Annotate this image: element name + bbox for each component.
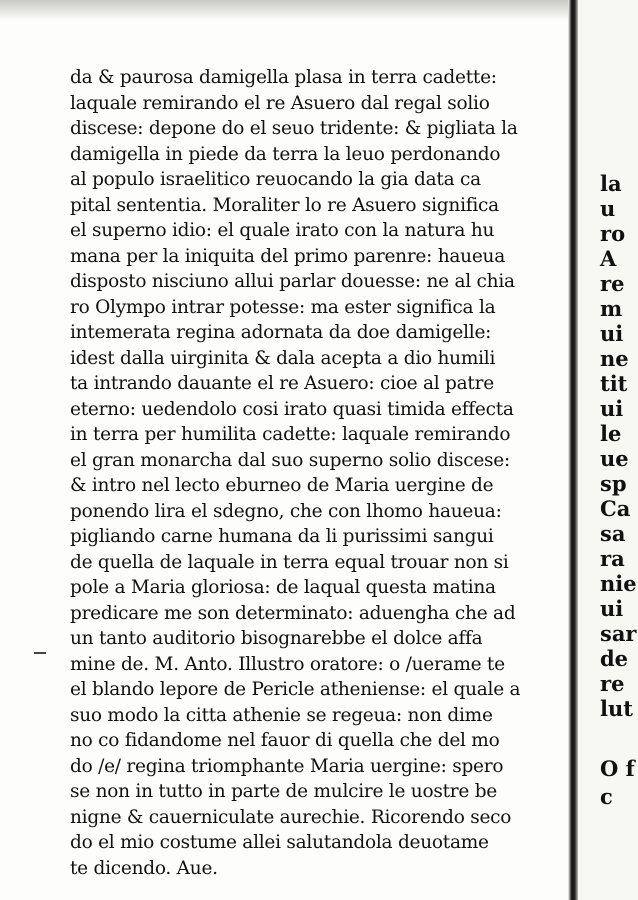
facing-text-line: m	[600, 296, 623, 321]
facing-page-fragment	[578, 0, 638, 900]
facing-text-line: u	[600, 196, 616, 221]
text-line: predicare me son determinato: aduengha che ad	[70, 602, 516, 624]
facing-text-line: nie	[600, 571, 637, 596]
text-line: no co fidandome nel fauor di quella che del mo	[70, 730, 500, 751]
text-line: ponendo lira el sdegno, che con lhomo haueua:	[70, 500, 502, 522]
text-line: suo modo la citta athenie se regeua: non dime	[70, 704, 493, 726]
facing-text-line: ra	[600, 546, 625, 571]
facing-text-line: re	[600, 271, 625, 296]
facing-text-line: ui	[600, 396, 624, 421]
text-line: se non in tutto in parte de mulcire le uostre be	[70, 781, 497, 802]
facing-text-line: ui	[600, 596, 624, 621]
text-line: & intro nel lecto eburneo de Maria uergine de	[70, 475, 494, 496]
facing-text-line: le	[600, 421, 622, 446]
text-line: disposto nisciuno allui parlar douesse: ne al chia	[70, 271, 515, 292]
text-line: do el mio costume allei salutandola deuotame	[70, 832, 489, 853]
text-line: intemerata regina adornata da doe damigelle:	[70, 322, 492, 343]
page-top-shadow	[0, 0, 638, 20]
facing-text-line: sar	[600, 621, 637, 646]
facing-text-line: tit	[600, 371, 628, 396]
text-line: eterno: uedendolo cosi irato quasi timida effecta	[70, 398, 514, 420]
facing-text-line: ne	[600, 346, 629, 371]
facing-text-line: lut	[600, 696, 633, 721]
text-line: el superno idio: el quale irato con la natura hu	[70, 220, 495, 241]
facing-text-line: ue	[600, 446, 629, 471]
text-line: pole a Maria gloriosa: de laqual questa matina	[70, 577, 496, 598]
facing-text-line: Ca	[600, 496, 631, 521]
text-line: laquale remirando el re Asuero dal regal solio	[70, 92, 490, 114]
text-line: te dicendo. Aue.	[70, 857, 218, 879]
text-line: un tanto auditorio bisognarebbe el dolce affa	[70, 628, 483, 649]
text-line: do /e/ regina triomphante Maria uergine: spero	[70, 755, 504, 777]
text-line: pigliando carne humana da li purissimi sangui	[70, 526, 494, 547]
text-line: al populo israelitico reuocando la gia data ca	[70, 169, 481, 190]
text-line: idest dalla uirginita & dala acepta a dio humili	[70, 347, 496, 369]
text-line: nigne & cauerniculate aurechie. Ricorendo seco	[70, 806, 512, 828]
text-line: mana per la iniquita del primo parenre: haueua	[70, 245, 505, 267]
main-text-column	[70, 65, 550, 881]
facing-text-line: ro	[600, 221, 626, 246]
facing-text-line: sp	[600, 471, 627, 496]
text-line: el blando lepore de Pericle atheniense: el quale a	[70, 679, 521, 700]
facing-text-line: de	[600, 646, 629, 671]
text-line: in terra per humilita cadette: laquale remirando	[70, 424, 511, 445]
text-line: da & paurosa damigella plasa in terra cadette:	[70, 67, 497, 88]
text-line: damigella in piede da terra la leuo perdonando	[70, 143, 501, 165]
text-line: discese: depone do el seuo tridente: & pigliata la	[70, 118, 518, 139]
text-line: de quella de laquale in terra equal trouar non si	[70, 551, 509, 573]
text-line: pital sententia. Moraliter lo re Asuero significa	[70, 194, 499, 216]
facing-text-line: c	[600, 784, 613, 809]
facing-text-line: la	[600, 171, 622, 196]
margin-mark	[34, 652, 46, 654]
text-line: el gran monarcha dal suo superno solio discese:	[70, 449, 510, 471]
facing-text-line: re	[600, 671, 625, 696]
facing-text-line: ui	[600, 321, 624, 346]
facing-text-line: sa	[600, 521, 626, 546]
text-line: mine de. M. Anto. Illustro oratore: o /uerame te	[70, 653, 505, 675]
facing-text-line: A	[600, 246, 617, 271]
facing-text-line: O f	[600, 756, 635, 781]
text-line: ro Olympo intrar potesse: ma ester significa la	[70, 296, 496, 318]
text-line: ta intrando dauante el re Asuero: cioe al patre	[70, 373, 494, 394]
book-gutter	[568, 0, 578, 900]
